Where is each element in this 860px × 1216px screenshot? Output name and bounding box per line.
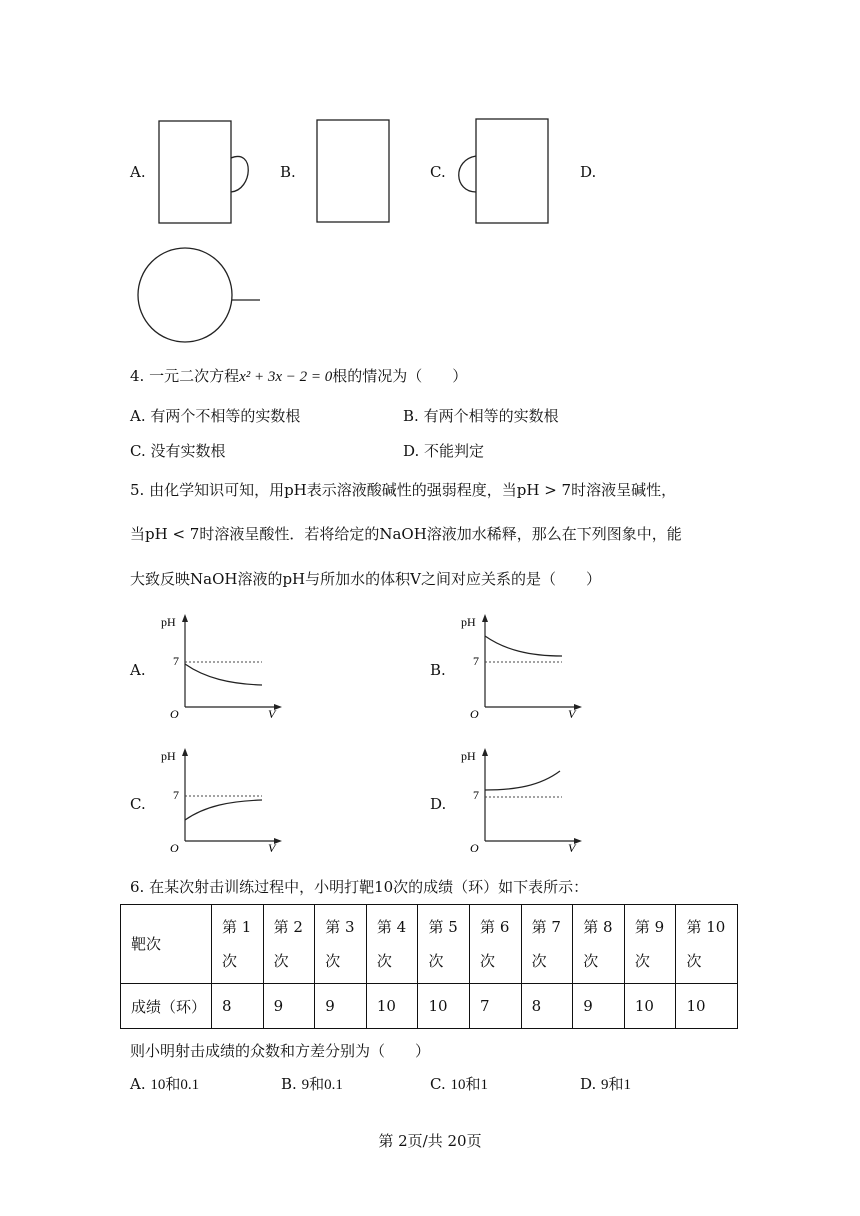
q4-option-c-label: C. [130, 442, 146, 460]
q4-option-d-text: 不能判定 [424, 442, 485, 460]
shot-cell: 第 10 次 [676, 905, 738, 984]
cup-handle [459, 156, 476, 192]
q4-option-d-label: D. [403, 442, 420, 460]
q5-stem-line-2: 当pH < 7时溶液呈酸性．若将给定的NaOH溶液加水稀释，那么在下列图象中，能 [130, 525, 682, 543]
q5-option-b-label: B. [430, 661, 446, 679]
q3-option-a-label: A. [130, 163, 146, 181]
q5-stem-line-3: 大致反映NaOH溶液的pH与所加水的体积V之间对应关系的是（ ） [130, 570, 601, 588]
shot-cell: 第 4 次 [366, 905, 418, 984]
q5-graph-a [160, 612, 290, 720]
q5-graph-c [160, 746, 290, 854]
q4-option-c[interactable] [130, 440, 226, 461]
q4-option-c-text: 没有实数根 [150, 442, 226, 460]
tick-7-label: 7 [173, 788, 179, 802]
shot-cell: 第 1 次 [212, 905, 264, 984]
y-axis-arrow [182, 614, 188, 622]
q3-option-b-figure [312, 116, 402, 226]
q5-option-d-label: D. [430, 795, 447, 813]
shot-cell: 第 2 次 [263, 905, 315, 984]
score-cell: 9 [573, 984, 625, 1029]
q3-option-c-label: C. [430, 163, 446, 181]
q6-option-b-text: 9和0.1 [301, 1077, 343, 1093]
score-cell: 10 [624, 984, 676, 1029]
y-axis-label: pH [461, 615, 476, 629]
shot-cell: 第 6 次 [470, 905, 522, 984]
q4-stem [130, 365, 467, 386]
shot-cell: 第 7 次 [521, 905, 573, 984]
y-axis-label: pH [161, 615, 176, 629]
q4-option-b-text: 有两个相等的实数根 [423, 407, 559, 425]
cup-handle [231, 156, 248, 192]
q3-option-d-figure [136, 246, 266, 346]
x-axis-label: V [568, 707, 576, 721]
origin-label: O [170, 841, 179, 855]
q5-option-a-label: A. [130, 661, 146, 679]
cup-body [476, 119, 548, 223]
q4-option-a[interactable] [130, 405, 300, 426]
y-axis-arrow [482, 748, 488, 756]
score-cell: 10 [676, 984, 738, 1029]
q6-option-a-label: A. [130, 1075, 146, 1093]
q3-option-b-label: B. [280, 163, 296, 181]
shot-cell: 第 9 次 [624, 905, 676, 984]
score-cell: 10 [366, 984, 418, 1029]
shot-cell: 第 5 次 [418, 905, 470, 984]
q4-equation: x² + 3x − 2 = 0 [239, 369, 333, 385]
cup-body [317, 120, 389, 222]
q3-option-a-figure [155, 118, 255, 228]
score-cell: 9 [315, 984, 367, 1029]
y-axis-arrow [482, 614, 488, 622]
q6-option-b[interactable] [281, 1073, 343, 1094]
q4-text-after: 根的情况为（ ） [332, 367, 468, 385]
shot-cell: 第 8 次 [573, 905, 625, 984]
y-axis-label: pH [161, 749, 176, 763]
q3-option-d-label: D. [580, 163, 597, 181]
q6-option-b-label: B. [281, 1075, 297, 1093]
x-axis-label: V [268, 841, 276, 855]
y-axis-label: pH [461, 749, 476, 763]
row-header-score: 成绩（环） [121, 984, 212, 1029]
q4-number: 4. [130, 367, 145, 385]
q4-option-a-text: 有两个不相等的实数根 [150, 407, 301, 425]
q4-option-d[interactable] [403, 440, 484, 461]
q6-option-a[interactable] [130, 1073, 199, 1094]
q6-score-table [120, 904, 738, 1029]
cup-body [159, 121, 231, 223]
shot-cell: 第 3 次 [315, 905, 367, 984]
curve [185, 800, 262, 820]
q5-graph-d [460, 746, 590, 854]
q5-stem-line-1: 5. 由化学知识可知，用pH表示溶液酸碱性的强弱程度，当pH > 7时溶液呈碱性， [130, 481, 677, 499]
q6-option-d-text: 9和1 [601, 1077, 632, 1093]
x-axis-label: V [268, 707, 276, 721]
origin-label: O [170, 707, 179, 721]
cup-top-view [138, 248, 232, 342]
q5-option-c-label: C. [130, 795, 146, 813]
curve [185, 664, 262, 685]
q5-graph-b [460, 612, 590, 720]
origin-label: O [470, 841, 479, 855]
page-footer: 第 2页/共 20页 [378, 1132, 482, 1150]
table-row-shots [121, 905, 738, 984]
q4-text-before: 一元二次方程 [149, 367, 240, 385]
q6-option-d-label: D. [580, 1075, 597, 1093]
x-axis-label: V [568, 841, 576, 855]
score-cell: 7 [470, 984, 522, 1029]
q6-option-d[interactable] [580, 1073, 631, 1094]
curve [485, 636, 562, 656]
row-header-shot: 靶次 [121, 905, 212, 984]
q4-option-b-label: B. [403, 407, 419, 425]
q4-option-a-label: A. [130, 407, 146, 425]
q6-question: 则小明射击成绩的众数和方差分别为（ ） [130, 1042, 431, 1060]
q4-option-b[interactable] [403, 405, 559, 426]
origin-label: O [470, 707, 479, 721]
score-cell: 8 [212, 984, 264, 1029]
curve [485, 771, 560, 790]
q6-option-c-text: 10和1 [450, 1077, 489, 1093]
score-cell: 8 [521, 984, 573, 1029]
score-cell: 9 [263, 984, 315, 1029]
tick-7-label: 7 [473, 788, 479, 802]
y-axis-arrow [182, 748, 188, 756]
tick-7-label: 7 [473, 654, 479, 668]
q6-option-a-text: 10和0.1 [150, 1077, 200, 1093]
table-row-scores [121, 984, 738, 1029]
q3-option-c-figure [455, 116, 555, 226]
q6-stem: 6. 在某次射击训练过程中，小明打靶10次的成绩（环）如下表所示： [130, 878, 589, 896]
q6-option-c[interactable] [430, 1073, 488, 1094]
tick-7-label: 7 [173, 654, 179, 668]
q6-option-c-label: C. [430, 1075, 446, 1093]
score-cell: 10 [418, 984, 470, 1029]
